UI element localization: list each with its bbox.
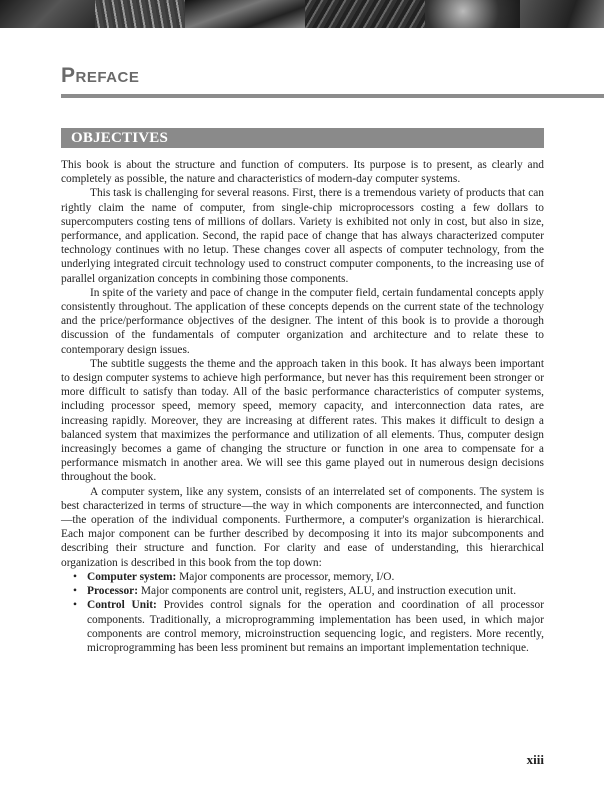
header-image-banner bbox=[0, 0, 604, 28]
paragraph: This task is challenging for several reasons. First, there is a tremendous variety of products that can rightly claim the name of computer, from single-chip microprocessors costing a few dollars to supercomputers costing tens of millions of dollars. Variety is exhibited not only in cost, but also in size, performance, and application. Second, the rapid pace of change that has always characterized computer technology continues with no letup. These changes cover all aspects of computer technology, from the underlying integrated circuit technology used to construct computer components, to the increasing use of parallel organization concepts in combining those components. bbox=[61, 187, 544, 285]
list-item-term: Processor: bbox=[87, 585, 139, 598]
paragraph: In spite of the variety and pace of change in the computer field, certain fundamental concepts apply consistently throughout. The application of these concepts depends on the current state of the technology and the price/performance objectives of the designer. The intent of this book is to provide a thorough discussion of the fundamentals of computer organization and architecture and to relate these to contemporary design issues. bbox=[61, 286, 544, 356]
list-item-term: Computer system: bbox=[87, 570, 177, 583]
title-rule bbox=[61, 94, 604, 98]
section-heading: OBJECTIVES bbox=[71, 130, 169, 146]
paragraph: This book is about the structure and function of computers. Its purpose is to present, as clearly and completely as possible, the nature and characteristics of modern-day computer systems. bbox=[61, 159, 544, 186]
paragraph: A computer system, like any system, consists of an interrelated set of components. The system is best characterized in terms of structure—the way in which components are interconnected, and function—the operation of the individual components. Furthermore, a computer's organization is hierarchical. Each major component can be further described by decomposing it into its major subcomponents and describing their structure and function. For clarity and ease of understanding, this hierarchical organization is described in this book from the top down: bbox=[61, 485, 544, 569]
list-item bbox=[87, 570, 544, 584]
list-item-text: Provides control signals for the operation and coordination of all processor components. Traditionally, a microprogramming implementation has been used, in which major components are control memory, microinstruction sequencing logic, and registers. More recently, microprogramming has been less prominent but remains an important implementation technique. bbox=[87, 599, 544, 654]
body-text bbox=[61, 158, 544, 655]
section-heading-bar bbox=[61, 128, 544, 148]
list-item bbox=[87, 598, 544, 655]
list-item-text: Major components are processor, memory, I/O. bbox=[176, 570, 395, 583]
bullet-list bbox=[61, 570, 544, 655]
chapter-title: Preface bbox=[61, 64, 140, 87]
paragraph: The subtitle suggests the theme and the approach taken in this book. It has always been important to design computer systems to achieve high performance, but never has this requirement been stronger or more difficult to satisfy than today. All of the basic performance characteristics of computer systems, including processor speed, memory speed, memory capacity, and interconnection data rates, are increasing rapidly. Moreover, they are increasing at different rates. This makes it difficult to design a balanced system that maximizes the performance and utilization of all elements. Thus, computer design increasingly becomes a game of changing the structure or function in one area to compensate for a performance mismatch in another area. We will see this game played out in numerous design decisions throughout the book. bbox=[61, 357, 544, 484]
list-item bbox=[87, 584, 544, 598]
list-item-term: Control Unit: bbox=[87, 599, 157, 612]
page-number: xiii bbox=[526, 752, 544, 767]
list-item-text: Major components are control unit, registers, ALU, and instruction execution unit. bbox=[138, 585, 517, 598]
